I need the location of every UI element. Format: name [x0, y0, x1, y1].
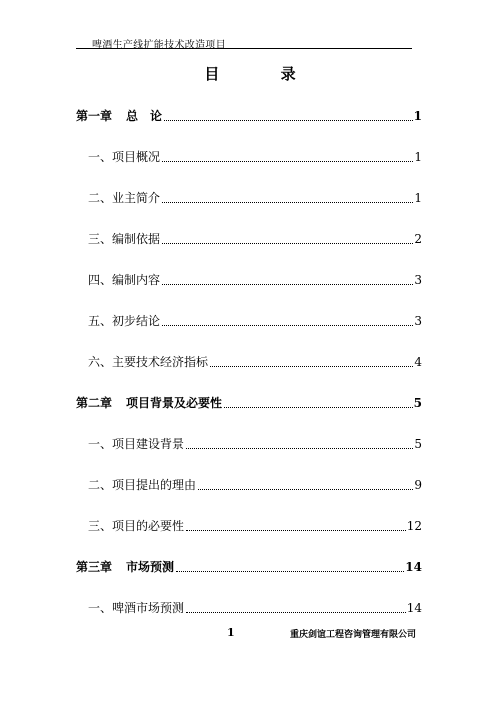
toc-dot-leader: [198, 489, 413, 490]
toc-entry-page-number: 3: [414, 314, 422, 328]
toc-entry-text: 主要技术经济指标: [112, 355, 209, 369]
toc-entry-label: [88, 190, 160, 206]
toc-section-entry[interactable]: [76, 518, 422, 534]
footer-page-number: 1: [227, 626, 235, 639]
toc-entry-text: 初步结论: [112, 314, 161, 328]
toc-entry-page-number: 1: [414, 191, 422, 205]
toc-entry-label: [76, 559, 174, 575]
toc-entry-number: 六、: [88, 355, 113, 369]
toc-entry-text: 编制依据: [112, 232, 161, 246]
toc-section-entry[interactable]: [76, 313, 422, 329]
toc-entry-number: 一、: [88, 437, 113, 451]
toc-entry-text: 项目的必要性: [112, 519, 185, 533]
toc-entry-text: 啤酒市场预测: [112, 601, 185, 615]
toc-entry-number: 二、: [88, 191, 113, 205]
toc-entry-label: [88, 313, 160, 329]
toc-entry-label: [88, 231, 160, 247]
toc-dot-leader: [162, 325, 413, 326]
toc-entry-number: 二、: [88, 478, 113, 492]
toc-entry-number: 四、: [88, 273, 113, 287]
header-project-name: 啤酒生产线扩能技术改造项目: [92, 40, 226, 51]
toc-entry-text: 业主简介: [112, 191, 161, 205]
toc-entry-page-number: 3: [414, 273, 422, 287]
toc-entry-label: [88, 272, 160, 288]
toc-entry-page-number: 12: [406, 519, 422, 533]
toc-entry-text: 项目背景及必要性: [126, 396, 223, 410]
toc-entry-label: [76, 108, 162, 124]
toc-entry-label: [88, 436, 184, 452]
toc-dot-leader: [176, 571, 404, 572]
toc-chapter-entry[interactable]: [76, 395, 422, 411]
toc-section-entry[interactable]: [76, 231, 422, 247]
toc-entry-label: [88, 354, 208, 370]
toc-entry-number: 第三章: [76, 560, 113, 574]
toc-section-entry[interactable]: [76, 190, 422, 206]
toc-dot-leader: [186, 448, 413, 449]
toc-section-entry[interactable]: [76, 477, 422, 493]
toc-entry-text: 市场预测: [126, 560, 175, 574]
toc-section-entry[interactable]: [76, 436, 422, 452]
toc-entry-number: 一、: [88, 601, 113, 615]
toc-section-entry[interactable]: [76, 149, 422, 165]
toc-dot-leader: [162, 284, 413, 285]
toc-dot-leader: [162, 243, 413, 244]
toc-entry-number: 第一章: [76, 109, 113, 123]
toc-entry-text: 项目建设背景: [112, 437, 185, 451]
toc-entry-page-number: 5: [413, 396, 422, 410]
toc-entry-page-number: 1: [414, 150, 422, 164]
toc-entry-label: [88, 149, 160, 165]
toc-dot-leader: [186, 530, 406, 531]
toc-entry-page-number: 2: [414, 232, 422, 246]
footer-company-name: 重庆剑谊工程咨询管理有限公司: [290, 630, 417, 640]
toc-entry-text: 编制内容: [112, 273, 161, 287]
toc-section-entry[interactable]: [76, 272, 422, 288]
toc-entry-number: 一、: [88, 150, 113, 164]
toc-entry-label: [88, 600, 184, 616]
toc-entry-page-number: 5: [414, 437, 422, 451]
toc-section-entry[interactable]: [76, 600, 422, 616]
toc-dot-leader: [164, 120, 413, 121]
toc-entry-label: [88, 518, 184, 534]
toc-chapter-entry[interactable]: [76, 559, 422, 575]
toc-entry-page-number: 1: [413, 109, 422, 123]
toc-entry-label: [88, 477, 196, 493]
toc-entry-text: 总 论: [126, 109, 163, 123]
header-rule: [76, 48, 412, 49]
toc-dot-leader: [162, 202, 413, 203]
toc-chapter-entry[interactable]: [76, 108, 422, 124]
toc-entry-page-number: 4: [414, 355, 422, 369]
toc-entry-number: 三、: [88, 232, 113, 246]
toc-dot-leader: [162, 161, 413, 162]
toc-entry-text: 项目概况: [112, 150, 161, 164]
toc-section-entry[interactable]: [76, 354, 422, 370]
toc-entry-page-number: 14: [406, 601, 422, 615]
toc-entry-label: [76, 395, 222, 411]
toc-entry-number: 五、: [88, 314, 113, 328]
toc-entry-page-number: 14: [405, 560, 422, 574]
toc-entry-text: 项目提出的理由: [112, 478, 197, 492]
toc-dot-leader: [186, 612, 406, 613]
toc-entry-page-number: 9: [414, 478, 422, 492]
toc-entry-number: 第二章: [76, 396, 113, 410]
toc-dot-leader: [210, 366, 413, 367]
toc-title: 目 录: [204, 65, 324, 83]
toc-dot-leader: [224, 407, 413, 408]
toc-entry-number: 三、: [88, 519, 113, 533]
